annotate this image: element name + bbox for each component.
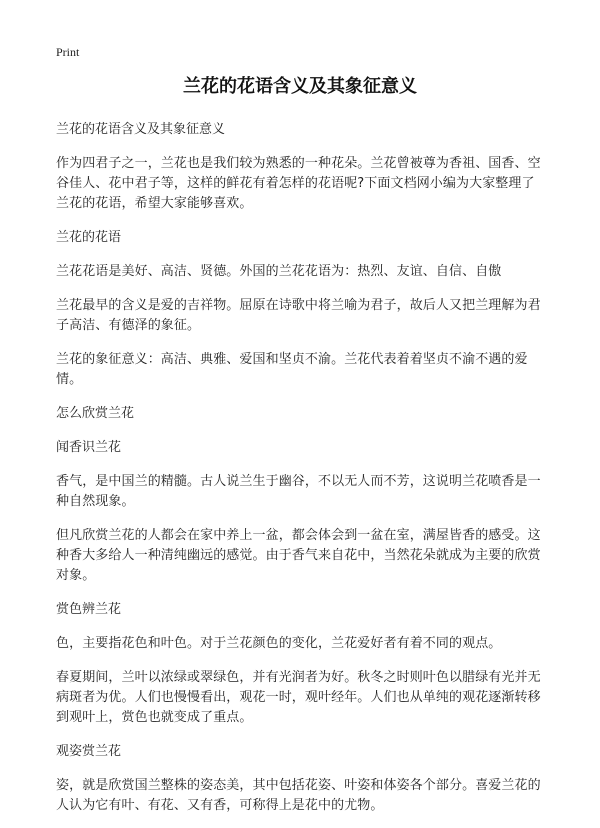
paragraph: 香气，是中国兰的精髓。古人说兰生于幽谷，不以无人而不芳，这说明兰花喷香是一种自然现象。	[56, 474, 541, 509]
paragraph: 姿，就是欣赏国兰整株的姿态美，其中包括花姿、叶姿和体姿各个部分。喜爱兰花的人认为它有叶、有花、又有香，可称得上是花中的尤物。	[56, 778, 541, 813]
print-link[interactable]: Print	[56, 45, 80, 59]
subsection-heading: 闻香识兰花	[56, 440, 122, 455]
document-title: 兰花的花语含义及其象征意义	[183, 76, 417, 97]
document-body	[56, 120, 544, 816]
subsection-heading: 赏色辨兰花	[56, 602, 122, 617]
paragraph: 色，主要指花色和叶色。对于兰花颜色的变化，兰花爱好者有着不同的观点。	[56, 636, 502, 651]
paragraph: 兰花的象征意义：高洁、典雅、爱国和坚贞不渝。兰花代表着着坚贞不渝不遇的爱情。	[56, 352, 528, 387]
paragraph: 兰花最早的含义是爱的吉祥物。屈原在诗歌中将兰喻为君子，故后人又把兰理解为君子高洁、有德泽的象征。	[56, 298, 541, 333]
section-heading: 兰花的花语	[56, 230, 122, 245]
section-heading: 兰花的花语含义及其象征意义	[56, 122, 226, 137]
section-heading: 怎么欣赏兰花	[56, 406, 135, 421]
subsection-heading: 观姿赏兰花	[56, 744, 122, 759]
paragraph: 兰花花语是美好、高洁、贤德。外国的兰花花语为：热烈、友谊、自信、自傲	[56, 264, 502, 279]
paragraph: 春夏期间，兰叶以浓绿或翠绿色，并有光润者为好。秋冬之时则叶色以腊绿有光并无病斑者为优。人们也慢慢看出，观花一时，观叶经年。人们也从单纯的观花逐渐转移到观叶上，赏色也就变成了重点。	[56, 670, 541, 725]
paragraph: 但凡欣赏兰花的人都会在家中养上一盆，都会体会到一盆在室，满屋皆香的感受。这种香大多给人一种清纯幽远的感觉。由于香气来自花中，当然花朵就成为主要的欣赏对象。	[56, 528, 541, 583]
paragraph: 作为四君子之一，兰花也是我们较为熟悉的一种花朵。兰花曾被尊为香祖、国香、空谷佳人、花中君子等，这样的鲜花有着怎样的花语呢?下面文档网小编为大家整理了兰花的花语，希望大家能够喜欢。	[56, 156, 541, 211]
